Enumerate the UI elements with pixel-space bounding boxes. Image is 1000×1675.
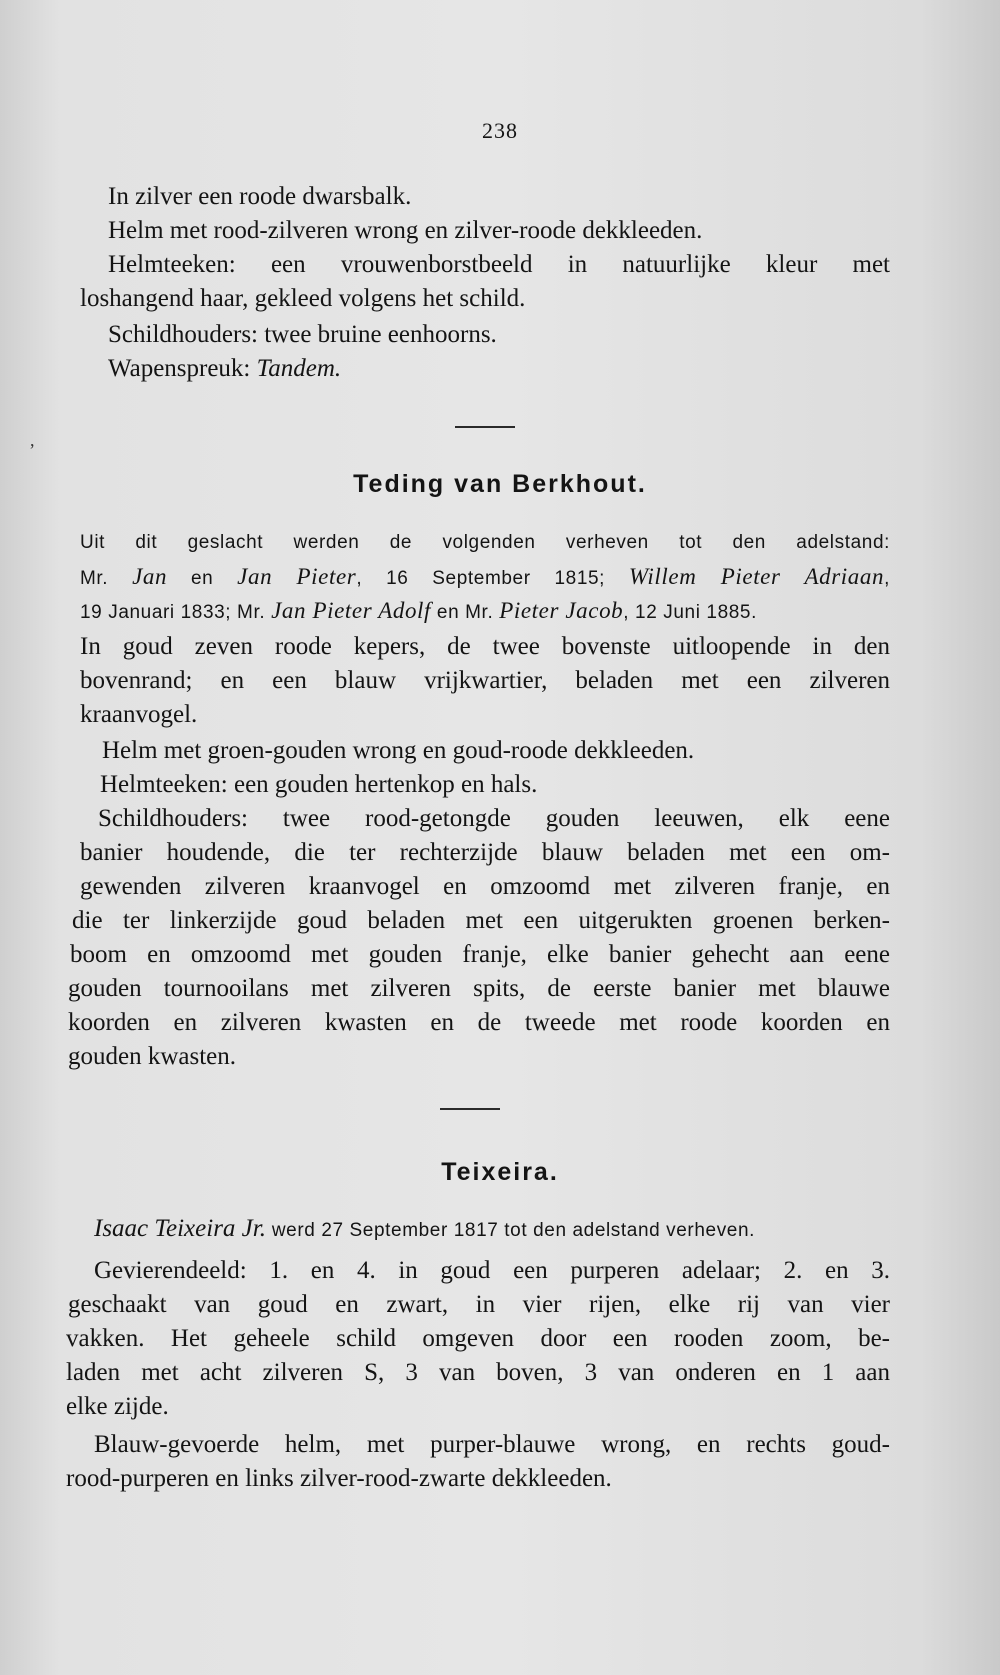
text-line: elke zijde. bbox=[66, 1393, 169, 1420]
person-name: Pieter Jacob bbox=[499, 598, 624, 623]
intro-part: , bbox=[884, 568, 890, 589]
text-line: gouden kwasten. bbox=[68, 1043, 237, 1070]
person-name: Willem Pieter Adriaan bbox=[628, 564, 885, 589]
text-line: loshangend haar, gekleed volgens het schild. bbox=[80, 285, 526, 312]
text-line: die ter linkerzijde goud beladen met een uitgerukten groenen berken- bbox=[72, 907, 890, 934]
intro-part: en Mr. bbox=[436, 602, 494, 623]
intro-line: Uit dit geslacht werden de volgenden verheven tot den adelstand: bbox=[80, 532, 890, 553]
text-line: Helmteeken: een gouden hertenkop en hals. bbox=[100, 771, 538, 798]
intro-part: 19 Januari 1833; Mr. bbox=[80, 602, 266, 623]
text-line: Schildhouders: twee bruine eenhoorns. bbox=[108, 321, 497, 348]
motto-line bbox=[108, 354, 918, 384]
person-name: Jan Pieter bbox=[237, 564, 357, 589]
person-name: Jan bbox=[132, 564, 168, 589]
text-line: bovenrand; en een blauw vrijkwartier, beladen met een zilveren bbox=[80, 667, 890, 694]
intro-part: , 12 Juni 1885. bbox=[623, 602, 757, 623]
text-line: In zilver een roode dwarsbalk. bbox=[108, 183, 412, 210]
person-name: Isaac Teixeira Jr. bbox=[94, 1215, 266, 1242]
intro-part: , 16 September 1815; bbox=[356, 568, 606, 589]
intro-line bbox=[80, 596, 890, 628]
text-line: geschaakt van goud en zwart, in vier rijen, elke rij van vier bbox=[68, 1291, 890, 1318]
text-line: Gevierendeeld: 1. en 4. in goud een purperen adelaar; 2. en 3. bbox=[94, 1257, 890, 1284]
text-line: Blauw-gevoerde helm, met purper-blauwe wrong, en rechts goud- bbox=[94, 1431, 890, 1458]
text-line: gewenden zilveren kraanvogel en omzoomd met zilveren franje, en bbox=[80, 873, 890, 900]
section-divider bbox=[455, 426, 515, 428]
section-title-teixeira: Teixeira. bbox=[441, 1158, 559, 1186]
motto-text: Tandem. bbox=[256, 355, 342, 382]
section-title-teding: Teding van Berkhout. bbox=[353, 470, 647, 498]
section-divider bbox=[440, 1108, 500, 1110]
text-line: laden met acht zilveren S, 3 van boven, 3 van onderen en 1 aan bbox=[66, 1359, 890, 1386]
intro-line bbox=[80, 562, 890, 594]
text-line: In goud zeven roode kepers, de twee bovenste uitloopende in den bbox=[80, 633, 890, 660]
margin-mark: , bbox=[30, 430, 35, 450]
text-line: rood-purperen en links zilver-rood-zwarte dekkleeden. bbox=[66, 1465, 612, 1492]
text-line: koorden en zilveren kwasten en de tweede met roode koorden en bbox=[68, 1009, 890, 1036]
text-line: boom en omzoomd met gouden franje, elke banier gehecht aan eene bbox=[70, 941, 890, 968]
person-name: Jan Pieter Adolf bbox=[271, 598, 432, 623]
intro-part: en bbox=[190, 568, 214, 589]
text-line: vakken. Het geheele schild omgeven door een rooden zoom, be- bbox=[66, 1325, 890, 1352]
text-line: Schildhouders: twee rood-getongde gouden leeuwen, elk eene bbox=[98, 805, 890, 832]
text-line: Helm met rood-zilveren wrong en zilver-roode dekkleeden. bbox=[108, 217, 703, 244]
motto-label: Wapenspreuk: bbox=[108, 355, 257, 382]
intro-part: Mr. bbox=[80, 568, 109, 589]
intro-part: werd 27 September 1817 tot den adelstand verheven. bbox=[265, 1220, 756, 1241]
text-line: gouden tournooilans met zilveren spits, de eerste banier met blauwe bbox=[68, 975, 890, 1002]
text-line: banier houdende, die ter rechterzijde blauw beladen met een om- bbox=[80, 839, 890, 866]
page-number: 238 bbox=[482, 118, 518, 143]
intro-line bbox=[94, 1214, 890, 1246]
text-line: Helmteeken: een vrouwenborstbeeld in natuurlijke kleur met bbox=[108, 251, 890, 278]
text-line: kraanvogel. bbox=[80, 701, 198, 728]
text-line: Helm met groen-gouden wrong en goud-roode dekkleeden. bbox=[102, 737, 695, 764]
